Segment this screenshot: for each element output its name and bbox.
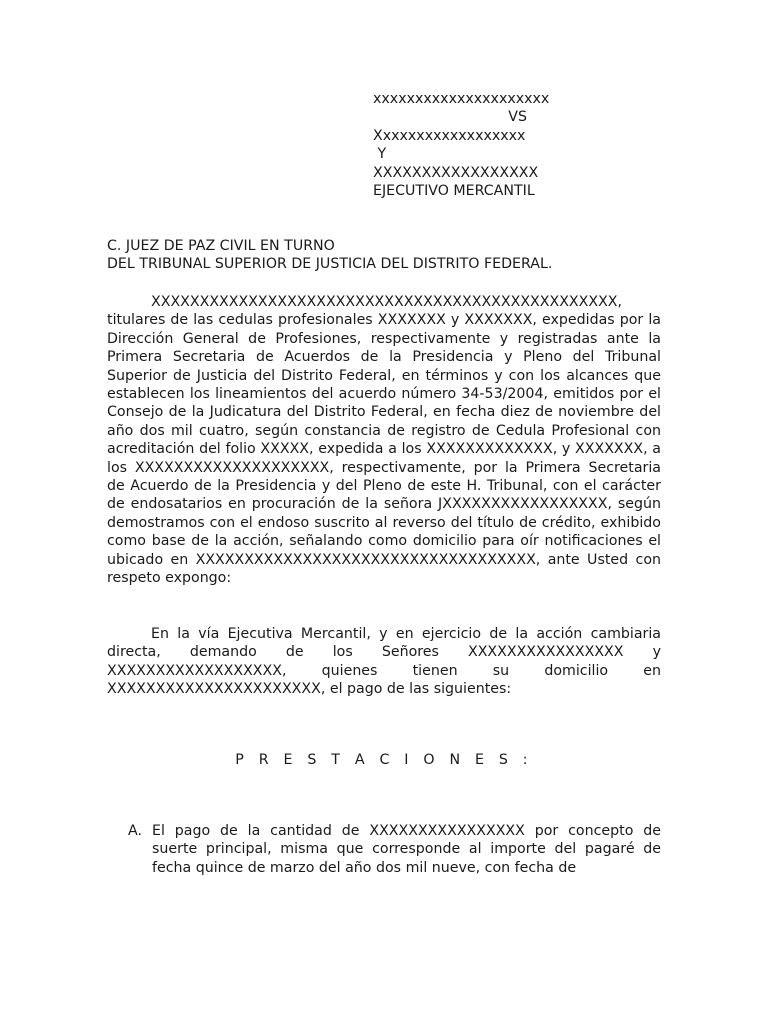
conjunction	[373, 145, 573, 163]
body-paragraph-2	[107, 625, 661, 699]
list-item	[128, 822, 661, 877]
versus-label: VS	[508, 109, 527, 126]
list-item-text: El pago de la cantidad de XXXXXXXXXXXXXXXX por concepto de suerte principal, misma que corresponde al importe del pagaré de fecha quince de marzo del año dos mil nueve, con fecha de	[152, 823, 661, 876]
party-three: XXXXXXXXXXXXXXXXX	[373, 164, 539, 181]
party-one: xxxxxxxxxxxxxxxxxxxxx	[373, 91, 550, 107]
section-heading: P R E S T A C I O N E S :	[235, 752, 533, 768]
body-paragraph-1	[107, 293, 661, 588]
party-two: Xxxxxxxxxxxxxxxxxx	[373, 127, 526, 144]
case-caption	[373, 90, 573, 200]
addressee-line-2: DEL TRIBUNAL SUPERIOR DE JUSTICIA DEL DISTRITO FEDERAL.	[107, 256, 553, 273]
list-marker: A.	[128, 823, 142, 839]
case-type: EJECUTIVO MERCANTIL	[373, 183, 535, 200]
paragraph-2-text: En la vía Ejecutiva Mercantil, y en ejercicio de la acción cambiaria directa, demando de los Señores XXXXXXXXXXXXXXXX y XXXXXXXXXXXXXXXXXX, quienes tienen su domicilio en XXXXXXXXXXXXXXXXXXXXXX, el pago de las siguientes:	[107, 626, 661, 698]
addressee-line-1: C. JUEZ DE PAZ CIVIL EN TURNO	[107, 238, 335, 254]
addressee-block	[107, 237, 662, 274]
prestaciones-list	[128, 822, 661, 877]
paragraph-1-text: XXXXXXXXXXXXXXXXXXXXXXXXXXXXXXXXXXXXXXXXXXXXXXXX, titulares de las cedulas profesionales XXXXXXX y XXXXXXX, expedidas por la Dirección General de Profesiones, respectivamente y registradas ante la Primera Secretaria de Acuerdos de la Presidencia y Pleno del Tribunal Superior de Justicia del Distrito Federal, en términos y con los alcances que establecen los lineamientos del acuerdo número 34-53/2004, emitidos por el Consejo de la Judicatura del Distrito Federal, en fecha diez de noviembre del año dos mil cuatro, según constancia de registro de Cedula Profesional con acreditación del folio XXXXX, expedida a los XXXXXXXXXXXXX, y XXXXXXX, a los XXXXXXXXXXXXXXXXXXXX, respectivamente, por la Primera Secretaria de Acuerdo de la Presidencia y del Pleno de este H. Tribunal, con el carácter de endosatarios en procuración de la señora JXXXXXXXXXXXXXXXXX, según demostramos con el endoso suscrito al reverso del título de crédito, exhibido como base de la acción, señalando como domicilio para oír notificaciones el ubicado en XXXXXXXXXXXXXXXXXXXXXXXXXXXXXXXXXXX, ante Usted con respeto expongo:	[107, 294, 661, 587]
conjunction-text: Y	[377, 146, 387, 163]
